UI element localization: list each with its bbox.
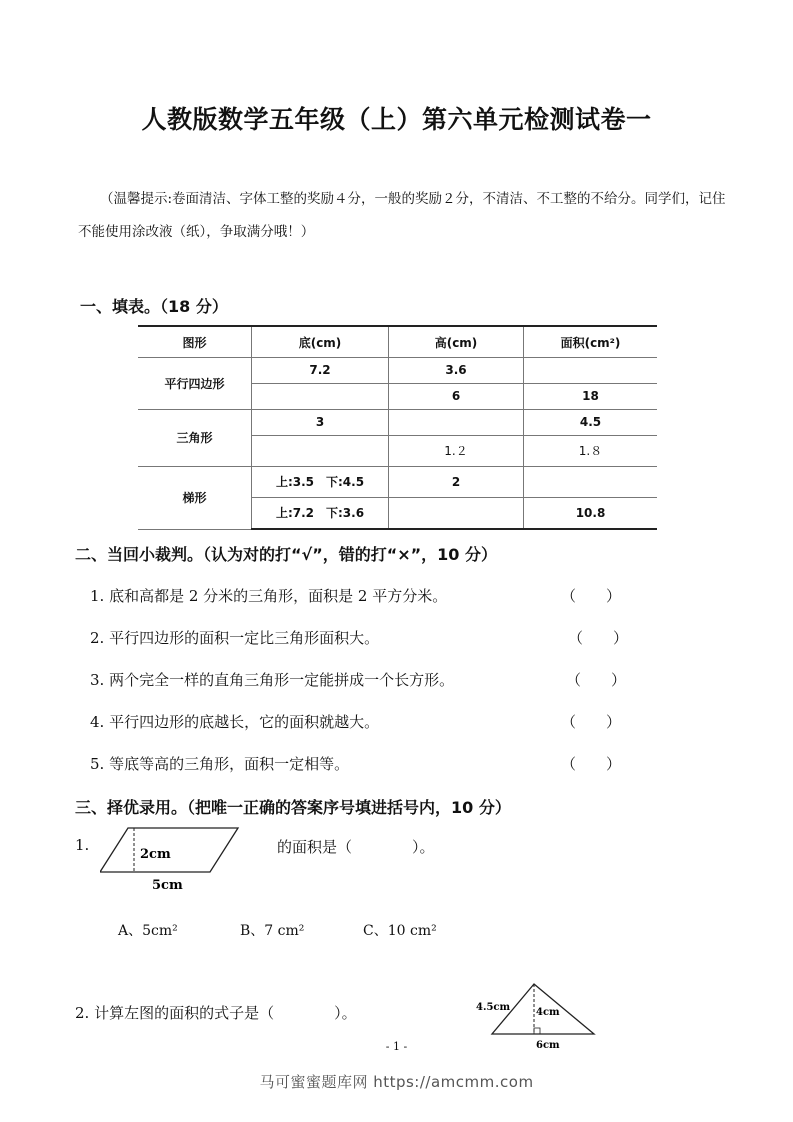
judge-item-1: 1. 底和高都是 2 分米的三角形，面积是 2 平方分米。 bbox=[90, 587, 448, 605]
page-number: - 1 - bbox=[385, 1040, 408, 1053]
header-base: 底(cm) bbox=[252, 326, 389, 358]
table-cell bbox=[389, 409, 524, 435]
shape-trapezoid: 梯形 bbox=[138, 466, 252, 529]
answer-paren-4[interactable]: （ ） bbox=[561, 713, 622, 731]
table-cell: 10.8 bbox=[524, 497, 658, 529]
header-shape: 图形 bbox=[138, 326, 252, 358]
q1-option-c[interactable]: C、10 cm² bbox=[363, 923, 437, 939]
table-cell bbox=[252, 383, 389, 409]
section3-heading: 三、择优录用。（把唯一正确的答案序号填进括号内，10 分） bbox=[75, 798, 511, 817]
judge-item-3: 3. 两个完全一样的直角三角形一定能拼成一个长方形。 bbox=[90, 671, 455, 689]
section1-heading: 一、填表。（18 分） bbox=[80, 297, 228, 316]
judge-item-4: 4. 平行四边形的底越长，它的面积就越大。 bbox=[90, 713, 380, 731]
q1-option-b[interactable]: B、7 cm² bbox=[240, 923, 305, 939]
parallelogram-figure bbox=[100, 822, 245, 894]
answer-paren-2[interactable]: （ ） bbox=[568, 629, 629, 647]
table-cell: 1.２ bbox=[389, 435, 524, 466]
table-cell: 上:3.5 下:4.5 bbox=[252, 466, 389, 497]
table-cell: 1.８ bbox=[524, 435, 658, 466]
table-cell: 3.6 bbox=[389, 358, 524, 384]
q2-text: 2. 计算左图的面积的式子是（ ）。 bbox=[75, 1004, 357, 1022]
judge-item-2: 2. 平行四边形的面积一定比三角形面积大。 bbox=[90, 629, 380, 647]
footer-watermark[interactable]: 马可蜜蜜题库网 https://amcmm.com bbox=[259, 1073, 534, 1091]
q1-text: 的面积是（ ）。 bbox=[277, 838, 435, 856]
page-title: 人教版数学五年级（上）第六单元检测试卷一 bbox=[141, 105, 652, 134]
tip-text: （温馨提示:卷面清洁、字体工整的奖励４分，一般的奖励２分，不清洁、不工整的不给分。同学们，记住不能使用涂改液（纸），争取满分哦！） bbox=[78, 191, 726, 240]
answer-paren-1[interactable]: （ ） bbox=[561, 587, 622, 605]
triangle-side-label: 4.5cm bbox=[476, 1002, 511, 1013]
table-cell: 2 bbox=[389, 466, 524, 497]
fill-table bbox=[138, 325, 657, 530]
header-area: 面积(cm²) bbox=[524, 326, 658, 358]
section2-heading: 二、当回小裁判。（认为对的打“√”，错的打“×”，10 分） bbox=[75, 545, 497, 564]
shape-parallelogram: 平行四边形 bbox=[138, 358, 252, 410]
triangle-height-label: 4cm bbox=[536, 1007, 560, 1018]
shape-triangle: 三角形 bbox=[138, 409, 252, 466]
table-cell bbox=[524, 358, 658, 384]
parallelogram-height-label: 2cm bbox=[140, 847, 171, 862]
q1-number: 1. bbox=[75, 836, 90, 854]
table-cell: 4.5 bbox=[524, 409, 658, 435]
answer-paren-5[interactable]: （ ） bbox=[561, 755, 622, 773]
table-cell: 7.2 bbox=[252, 358, 389, 384]
judge-item-5: 5. 等底等高的三角形，面积一定相等。 bbox=[90, 755, 350, 773]
table-cell bbox=[524, 466, 658, 497]
table-cell: 18 bbox=[524, 383, 658, 409]
table-cell: 6 bbox=[389, 383, 524, 409]
triangle-base-label: 6cm bbox=[536, 1040, 560, 1051]
header-height: 高(cm) bbox=[389, 326, 524, 358]
q1-option-a[interactable]: A、5cm² bbox=[118, 923, 178, 939]
parallelogram-base-label: 5cm bbox=[152, 878, 183, 893]
table-cell: 3 bbox=[252, 409, 389, 435]
table-cell: 上:7.2 下:3.6 bbox=[252, 497, 389, 529]
table-cell bbox=[389, 497, 524, 529]
answer-paren-3[interactable]: （ ） bbox=[566, 671, 627, 689]
table-cell bbox=[252, 435, 389, 466]
